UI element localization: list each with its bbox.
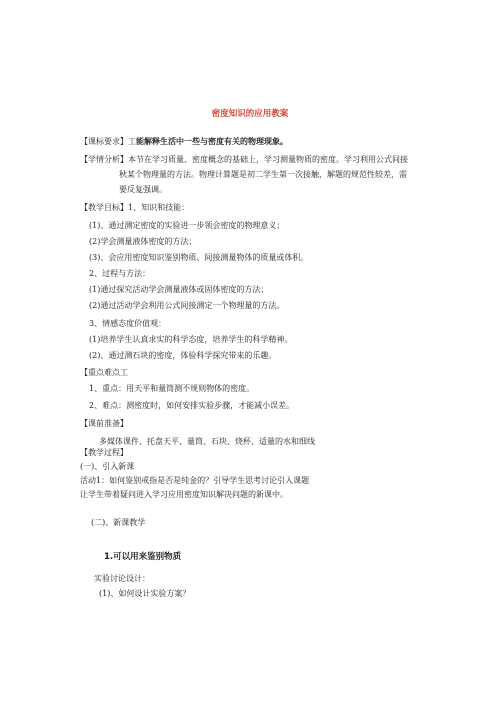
teaching-objectives-head: 1、知识和技能： [128, 203, 190, 212]
objective-item: (2)学会测量液体密度的方法； [89, 237, 197, 246]
key-point-item: 1、重点：用天平和量筒测不规则物体的密度。 [89, 384, 255, 393]
student-analysis-line-2: 秋某个物理量的方法。物理计算题是初二学生第一次接触，解题的规范性较差，需 [119, 170, 407, 179]
curriculum-requirement [80, 136, 288, 147]
objective-item: (1)培养学生认真求实的科学态度，培养学生的科学精神。 [89, 335, 293, 344]
student-analysis-text-1: 本节在学习质量、密度概念的基础上，学习测量物质的密度。学习利用公式间接 [128, 155, 408, 164]
student-analysis-line-3: 要反复强调。 [119, 185, 167, 194]
objective-item: (2)通过活动学会利用公式间接测定一个物理量的方法。 [89, 301, 285, 310]
student-analysis-line-1 [80, 154, 408, 165]
objective-item: (1)、通过测定密度的实验进一步领会密度的物理意义； [89, 221, 285, 230]
objective-item: (2)、通过测石块的密度，体验科学探究带来的乐趣。 [89, 351, 277, 360]
objective-item: (1)通过探究活动学会测量液体或固体密度的方法； [89, 285, 269, 294]
question-one: (1)、如何设计实验方案？ [99, 589, 191, 598]
curriculum-requirement-text: 能解释生活中一些与密度有关的物理现象。 [136, 137, 288, 146]
preparation-text: 多媒体课件、托盘天平、量筒、石块、烧杯、适量的水和细线 [99, 437, 315, 446]
student-analysis-label: 【学情分析】 [80, 155, 128, 164]
objective-item: 3、情感态度价值观： [89, 319, 167, 328]
document-title: 密度知识的应用教案 [211, 109, 289, 119]
part-two-heading: (二)、新课教学 [91, 518, 146, 527]
teaching-objectives-label: 【教学目标】 [80, 203, 128, 212]
key-difficult-points-label: 【重点难点工 [80, 368, 128, 377]
part-one-heading: (一)、引入新课 [80, 462, 135, 471]
curriculum-requirement-prefix: 工 [128, 137, 136, 146]
teaching-process-label: 【教学过程】 [80, 448, 128, 457]
activity-one-text-continued: 让学生带着疑问进入学习应用密度知识解决问题的新课中。 [80, 490, 288, 499]
objective-item: 2、过程与方法： [89, 269, 151, 278]
section-1-heading: 1.可以用来鉴别物质 [104, 552, 182, 562]
activity-one-text: 活动1：如何鉴别戒指是否是纯金的？引导学生思考讨论引入课题 [80, 476, 310, 485]
teaching-objectives-heading [80, 202, 189, 213]
preparation-label: 【课前准备】 [80, 419, 128, 428]
experiment-discussion-label: 实验讨论设计： [94, 574, 150, 583]
objective-item: (3)、会应用密度知识鉴别物质、间接测量物体的质量或体积。 [89, 253, 309, 262]
key-point-item: 2、难点：测密度时，如何安排实验步骤，才能减小误差。 [89, 401, 295, 410]
curriculum-requirement-label: 【课标要求】 [80, 137, 128, 146]
